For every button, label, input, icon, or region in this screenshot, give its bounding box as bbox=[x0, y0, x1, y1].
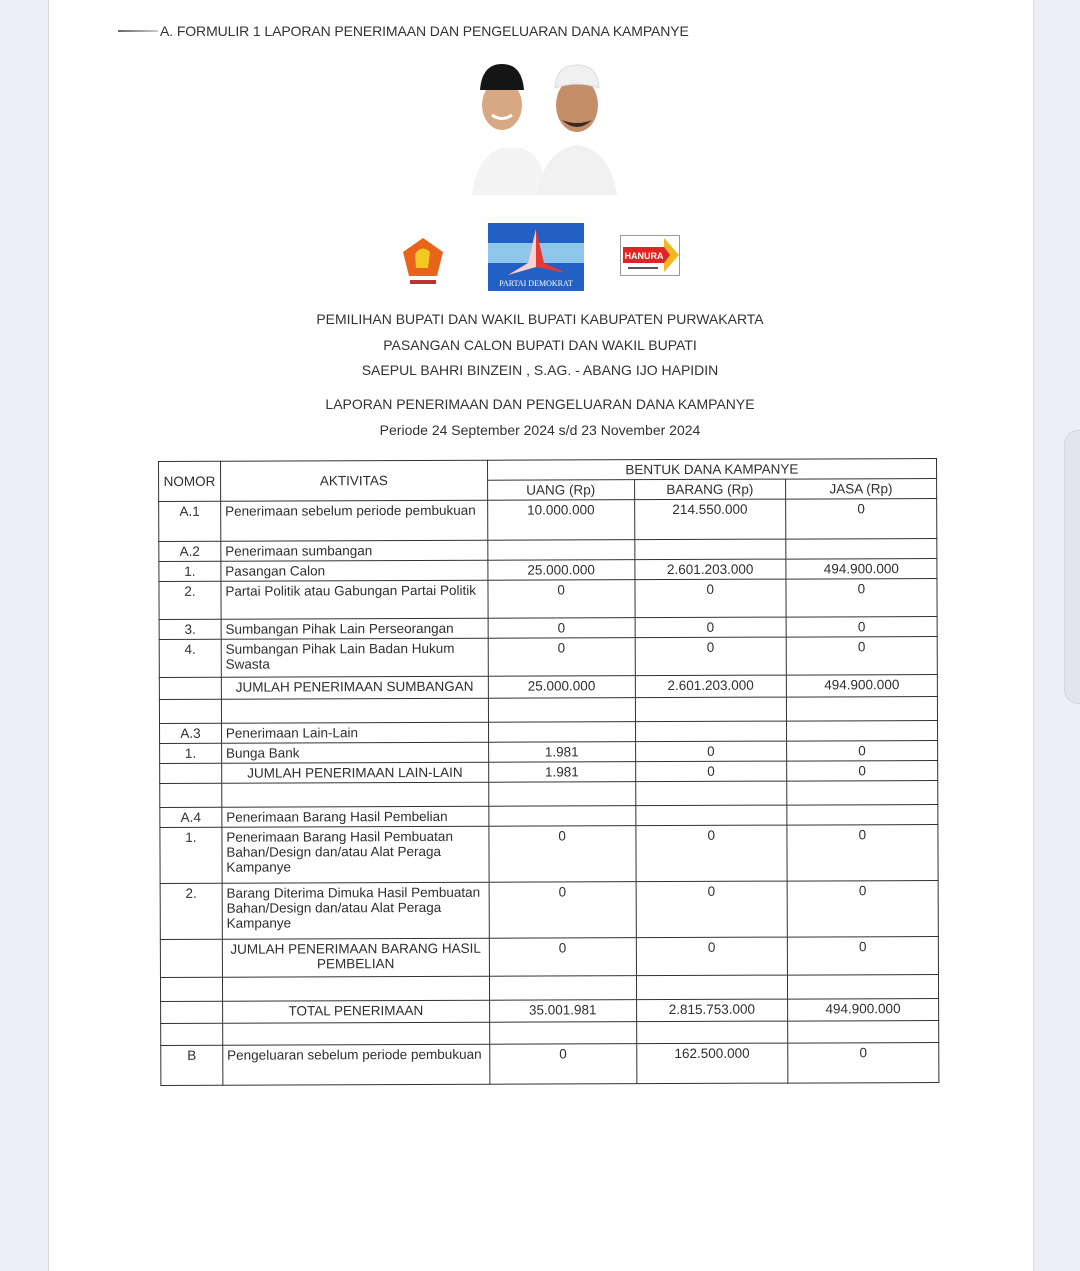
row-jasa: 0 bbox=[786, 741, 937, 762]
row-number: 1. bbox=[160, 743, 222, 763]
pen-mark bbox=[118, 30, 158, 32]
row-uang: 0 bbox=[489, 1044, 636, 1085]
row-barang bbox=[636, 805, 787, 826]
table-row bbox=[160, 781, 938, 808]
table-row bbox=[160, 975, 938, 1002]
row-jasa: 0 bbox=[785, 499, 936, 540]
row-uang: 25.000.000 bbox=[488, 560, 635, 581]
row-uang: 0 bbox=[489, 938, 636, 977]
row-number: 2. bbox=[159, 581, 221, 619]
row-jasa: 0 bbox=[787, 937, 938, 976]
row-uang bbox=[487, 540, 634, 561]
heading-election: PEMILIHAN BUPATI DAN WAKIL BUPATI KABUPATEN PURWAKARTA bbox=[316, 311, 764, 327]
row-barang: 0 bbox=[636, 825, 787, 882]
candidate-photo bbox=[452, 60, 632, 195]
table-row bbox=[161, 999, 939, 1024]
row-barang: 0 bbox=[635, 579, 786, 618]
campaign-fund-table bbox=[158, 458, 939, 1086]
row-barang: 162.500.000 bbox=[636, 1043, 787, 1084]
row-number bbox=[159, 677, 221, 699]
row-activity: Barang Diterima Dimuka Hasil Pembuatan Bahan/Design dan/atau Alat Peraga Kampanye bbox=[222, 882, 489, 939]
row-number: B bbox=[161, 1045, 223, 1085]
row-uang: 1.981 bbox=[488, 762, 635, 783]
row-barang bbox=[636, 975, 787, 1000]
scroll-handle[interactable] bbox=[1064, 430, 1080, 704]
row-jasa: 0 bbox=[786, 761, 937, 782]
row-activity bbox=[221, 698, 488, 723]
row-jasa bbox=[786, 539, 937, 560]
row-activity: Pasangan Calon bbox=[221, 560, 488, 581]
col-barang: BARANG (Rp) bbox=[634, 479, 785, 500]
row-uang bbox=[488, 782, 635, 807]
row-activity: TOTAL PENERIMAAN bbox=[222, 1000, 489, 1023]
col-aktivitas: AKTIVITAS bbox=[220, 460, 487, 501]
row-barang bbox=[636, 1021, 787, 1044]
row-uang bbox=[488, 806, 635, 827]
row-number bbox=[160, 939, 222, 977]
demokrat-logo bbox=[488, 223, 584, 291]
row-number: 4. bbox=[159, 639, 221, 677]
table-row bbox=[160, 881, 938, 940]
row-jasa: 494.900.000 bbox=[787, 999, 938, 1022]
col-jasa: JASA (Rp) bbox=[785, 479, 936, 500]
row-uang: 25.000.000 bbox=[488, 676, 635, 699]
hanura-logo bbox=[620, 235, 680, 276]
table-row bbox=[160, 937, 938, 978]
row-jasa: 0 bbox=[786, 579, 937, 618]
table-row bbox=[159, 579, 937, 620]
row-activity: Sumbangan Pihak Lain Badan Hukum Swasta bbox=[221, 638, 488, 677]
heading-pair: PASANGAN CALON BUPATI DAN WAKIL BUPATI bbox=[383, 337, 697, 353]
row-jasa bbox=[787, 975, 938, 1000]
gerindra-logo bbox=[400, 232, 446, 288]
row-uang bbox=[488, 722, 635, 743]
row-barang: 0 bbox=[635, 617, 786, 638]
row-number bbox=[160, 783, 222, 807]
svg-text:HANURA: HANURA bbox=[624, 251, 664, 261]
row-uang: 0 bbox=[488, 638, 635, 677]
table-row bbox=[159, 697, 937, 724]
row-uang: 0 bbox=[488, 618, 635, 639]
table-row bbox=[161, 1021, 939, 1046]
row-barang: 0 bbox=[636, 937, 787, 976]
row-number: A.4 bbox=[160, 807, 222, 827]
row-jasa: 0 bbox=[786, 617, 937, 638]
row-number: A.2 bbox=[159, 541, 221, 561]
row-activity: Sumbangan Pihak Lain Perseorangan bbox=[221, 618, 488, 639]
col-nomor: NOMOR bbox=[159, 461, 221, 501]
row-uang bbox=[489, 976, 636, 1001]
row-number bbox=[160, 763, 222, 783]
row-activity: Partai Politik atau Gabungan Partai Politik bbox=[221, 580, 488, 619]
row-barang: 2.815.753.000 bbox=[636, 999, 787, 1022]
row-number: A.3 bbox=[160, 723, 222, 743]
row-barang: 2.601.203.000 bbox=[635, 559, 786, 580]
row-jasa bbox=[787, 805, 938, 826]
row-activity: Penerimaan Barang Hasil Pembelian bbox=[222, 806, 489, 827]
row-uang: 0 bbox=[489, 826, 636, 883]
row-uang: 35.001.981 bbox=[489, 1000, 636, 1023]
row-barang bbox=[635, 697, 786, 722]
row-barang bbox=[635, 539, 786, 560]
demokrat-logo-text: PARTAI DEMOKRAT bbox=[499, 279, 573, 288]
form-title: A. FORMULIR 1 LAPORAN PENERIMAAN DAN PENGELUARAN DANA KAMPANYE bbox=[160, 23, 689, 39]
row-activity: JUMLAH PENERIMAAN BARANG HASIL PEMBELIAN bbox=[222, 938, 489, 977]
row-uang: 1.981 bbox=[488, 742, 635, 763]
row-number bbox=[161, 1001, 223, 1023]
row-activity: Pengeluaran sebelum periode pembukuan bbox=[223, 1044, 490, 1085]
row-number: 1. bbox=[159, 561, 221, 581]
table-row bbox=[159, 637, 937, 678]
row-jasa: 0 bbox=[786, 637, 937, 676]
row-number: 3. bbox=[159, 619, 221, 639]
table-row bbox=[161, 1043, 939, 1086]
row-activity: JUMLAH PENERIMAAN SUMBANGAN bbox=[221, 676, 488, 699]
row-jasa: 0 bbox=[787, 881, 938, 938]
table-row bbox=[160, 825, 938, 884]
row-number bbox=[160, 977, 222, 1001]
row-activity: Penerimaan Barang Hasil Pembuatan Bahan/Design dan/atau Alat Peraga Kampanye bbox=[222, 826, 489, 883]
col-uang: UANG (Rp) bbox=[487, 480, 634, 501]
heading-period: Periode 24 September 2024 s/d 23 November 2024 bbox=[379, 422, 701, 438]
row-uang bbox=[488, 698, 635, 723]
row-barang: 0 bbox=[635, 637, 786, 676]
row-activity: Penerimaan sebelum periode pembukuan bbox=[221, 500, 488, 541]
row-jasa: 494.900.000 bbox=[786, 675, 937, 698]
row-jasa: 494.900.000 bbox=[786, 559, 937, 580]
table-row bbox=[159, 499, 937, 542]
row-barang: 0 bbox=[635, 761, 786, 782]
row-jasa bbox=[786, 697, 937, 722]
row-barang bbox=[635, 781, 786, 806]
row-jasa: 0 bbox=[787, 825, 938, 882]
row-activity bbox=[222, 782, 489, 807]
row-barang: 214.550.000 bbox=[634, 499, 785, 540]
row-jasa: 0 bbox=[788, 1043, 939, 1084]
row-uang: 0 bbox=[489, 882, 636, 939]
row-activity bbox=[222, 976, 489, 1001]
row-jasa bbox=[787, 781, 938, 806]
row-number: 1. bbox=[160, 827, 222, 883]
table-row bbox=[159, 675, 937, 700]
row-activity: Penerimaan sumbangan bbox=[221, 540, 488, 561]
row-jasa bbox=[786, 721, 937, 742]
row-activity bbox=[223, 1022, 490, 1045]
heading-candidates: SAEPUL BAHRI BINZEIN , S.AG. - ABANG IJO HAPIDIN bbox=[361, 362, 719, 378]
heading-report: LAPORAN PENERIMAAN DAN PENGELUARAN DANA KAMPANYE bbox=[325, 396, 755, 412]
row-number bbox=[161, 1023, 223, 1045]
row-activity: JUMLAH PENERIMAAN LAIN-LAIN bbox=[222, 762, 489, 783]
row-uang: 0 bbox=[488, 580, 635, 619]
table-body bbox=[159, 499, 939, 1086]
row-barang: 2.601.203.000 bbox=[635, 675, 786, 698]
row-barang: 0 bbox=[635, 741, 786, 762]
row-number: 2. bbox=[160, 883, 222, 939]
row-activity: Penerimaan Lain-Lain bbox=[221, 722, 488, 743]
row-jasa bbox=[787, 1021, 938, 1044]
row-uang: 10.000.000 bbox=[487, 500, 634, 541]
row-barang bbox=[635, 721, 786, 742]
row-activity: Bunga Bank bbox=[221, 742, 488, 763]
row-barang: 0 bbox=[636, 881, 787, 938]
row-uang bbox=[489, 1022, 636, 1045]
row-number: A.1 bbox=[159, 501, 221, 541]
col-group-bentuk-dana: BENTUK DANA KAMPANYE bbox=[487, 459, 936, 481]
row-number bbox=[159, 699, 221, 723]
